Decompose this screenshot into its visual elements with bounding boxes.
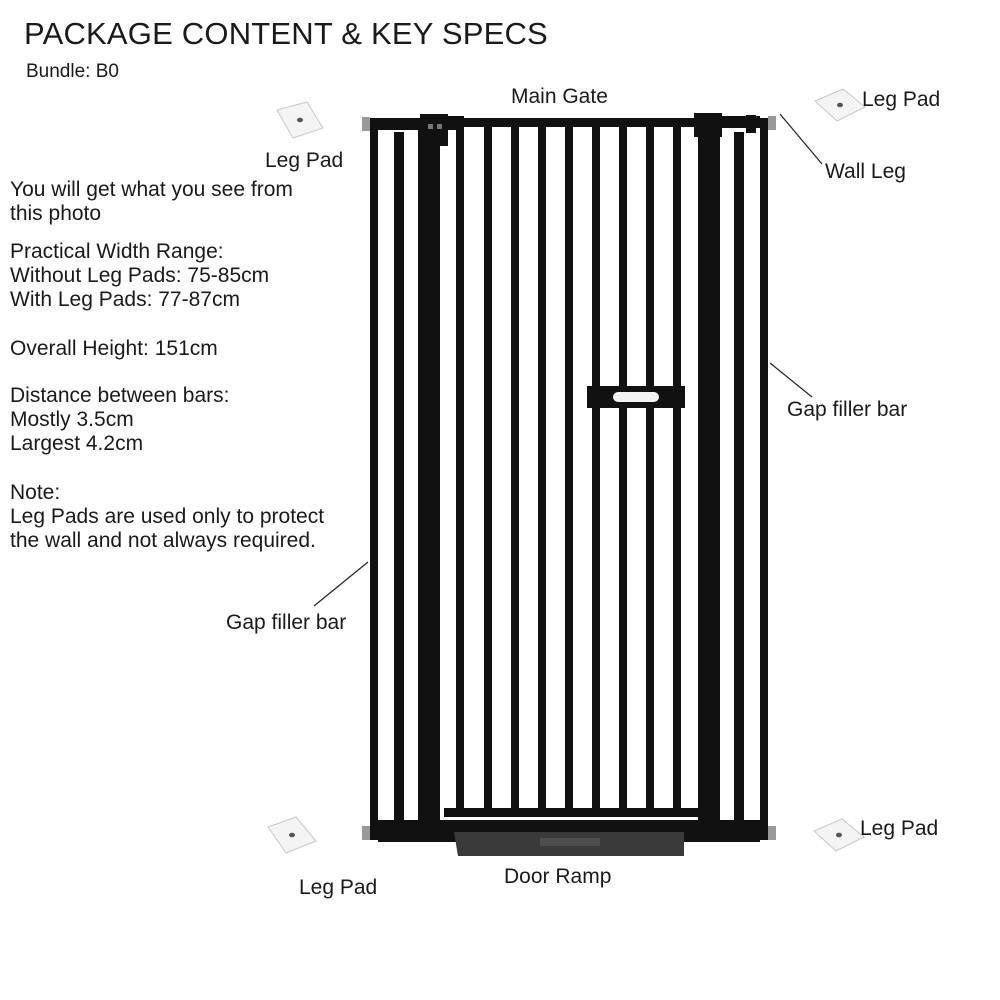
callout-gap-filler-left: Gap filler bar [226, 611, 347, 634]
spec-width-with: With Leg Pads: 77-87cm [10, 288, 240, 311]
wall-leg-bolt-bottom-right [768, 826, 776, 840]
spec-intro-line2: this photo [10, 202, 102, 225]
gap-filler-right-leader [770, 363, 812, 397]
spec-bars-mostly: Mostly 3.5cm [10, 408, 134, 431]
spec-height: Overall Height: 151cm [10, 337, 218, 360]
latch-housing [694, 113, 722, 137]
spec-note-heading: Note: [10, 481, 61, 504]
spec-intro-line1: You will get what you see from [10, 178, 293, 201]
gap-filler-bar-right [760, 118, 768, 840]
callout-main-gate: Main Gate [511, 85, 608, 108]
frame-post-left [394, 132, 404, 832]
leg-pad-bottom-right [812, 815, 866, 857]
gate-bar [592, 127, 600, 811]
spec-bars-largest: Largest 4.2cm [10, 432, 144, 455]
callout-gap-filler-right: Gap filler bar [787, 398, 908, 421]
callout-leg-pad-bottom-right: Leg Pad [860, 817, 939, 840]
page-title: PACKAGE CONTENT & KEY SPECS [24, 16, 548, 51]
callout-leg-pad-top-right: Leg Pad [862, 88, 941, 111]
gap-filler-left-leader [314, 562, 368, 606]
callout-leg-pad-top-left: Leg Pad [265, 149, 344, 172]
gate-bar [511, 127, 519, 811]
leg-pad-bottom-left [264, 815, 318, 857]
gate-handle-slot [613, 392, 659, 402]
hinge-screw [437, 124, 442, 129]
gate-bar [646, 127, 654, 811]
callout-leg-pad-bottom-left: Leg Pad [299, 876, 378, 899]
frame-post-right-outer [734, 132, 744, 832]
latch-knob [746, 115, 756, 133]
spec-width-heading: Practical Width Range: [10, 240, 224, 263]
frame-post-left-inner [418, 118, 440, 832]
leg-pad-top-left [273, 100, 327, 142]
gate-bar [538, 127, 546, 811]
spec-bars-heading: Distance between bars: [10, 384, 230, 407]
gate-bottom-rail [444, 808, 698, 817]
callout-door-ramp: Door Ramp [504, 865, 612, 888]
gate-bar [484, 127, 492, 811]
door-ramp-emboss [540, 838, 600, 846]
wall-leg-bolt-bottom-left [362, 826, 370, 840]
wall-leg-bolt-top-right [768, 116, 776, 130]
gate-bar [673, 127, 681, 811]
spec-width-without: Without Leg Pads: 75-85cm [10, 264, 270, 287]
gate-bars [456, 127, 681, 811]
gate-bar [619, 127, 627, 811]
gap-filler-bar-left [370, 118, 378, 840]
leg-pad-top-right [813, 85, 867, 127]
spec-note-line1: Leg Pads are used only to protect [10, 505, 325, 528]
gate-bar [456, 127, 464, 811]
frame-post-right [698, 118, 720, 832]
callout-wall-leg: Wall Leg [825, 160, 906, 183]
gate-bar [565, 127, 573, 811]
bundle-label: Bundle: B0 [26, 61, 119, 82]
gate-top-rail [445, 118, 698, 127]
hinge-top-left [420, 114, 448, 146]
wall-leg-bolt-top-left [362, 117, 370, 131]
spec-note-line2: the wall and not always required. [10, 529, 316, 552]
hinge-screw [428, 124, 433, 129]
